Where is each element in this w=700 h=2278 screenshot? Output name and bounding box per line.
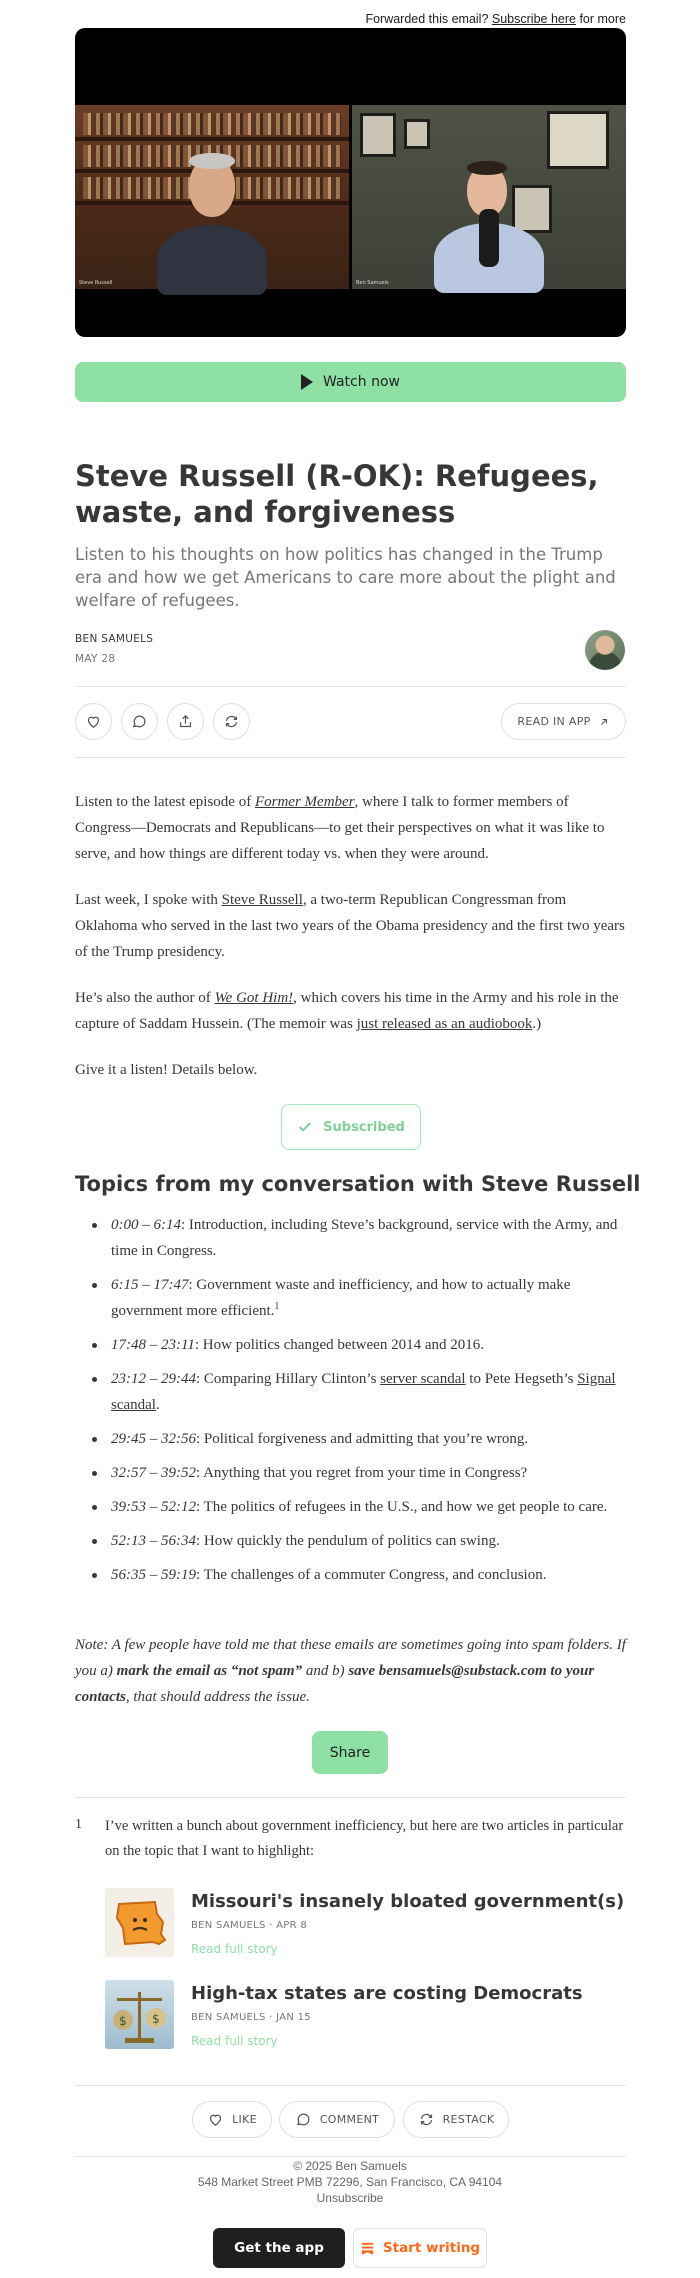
check-icon	[297, 1119, 313, 1135]
divider	[75, 1797, 626, 1798]
list-item: 32:57 – 39:52: Anything that you regret from your time in Congress?	[75, 1460, 627, 1486]
comment-icon	[295, 2111, 312, 2128]
upload-share-icon	[177, 713, 194, 730]
comment-button[interactable]	[121, 703, 158, 740]
signal-scandal-link[interactable]: Signal scandal	[111, 1371, 616, 1413]
missouri-map-icon	[105, 1888, 174, 1957]
restack-icon	[223, 713, 240, 730]
spam-note: Note: A few people have told me that these emails are sometimes going into spam folders. If you a) mark the email as “not spam” and b) save bensamuels@substack.com to your contacts, that should address the issue.	[75, 1637, 626, 1705]
topics-list	[75, 1212, 627, 1596]
forwarded-line: Forwarded this email? Subscribe here for more	[365, 12, 626, 26]
list-item: 56:35 – 59:19: The challenges of a commuter Congress, and conclusion.	[75, 1562, 627, 1588]
read-full-story-link[interactable]: Read full story	[191, 2034, 278, 2048]
divider	[75, 757, 626, 758]
divider	[75, 2085, 626, 2086]
scales-money-icon	[105, 1980, 174, 2049]
footer-address: 548 Market Street PMB 72296, San Francisco, CA 94104	[197, 2175, 503, 2189]
paragraph-guest: Last week, I spoke with Steve Russell, a two-term Republican Congressman from Oklahoma who served in the last two years of the Obama presidency and the first two years of the Trump presidency.	[75, 892, 625, 960]
card-title-missouri[interactable]: Missouri's insanely bloated government(s)	[191, 1891, 625, 1912]
subscribe-link[interactable]: Subscribe here	[491, 12, 576, 26]
audiobook-link[interactable]: just released as an audiobook	[356, 1016, 533, 1032]
footnote-ref[interactable]: 1	[274, 1301, 280, 1312]
list-item: 52:13 – 56:34: How quickly the pendulum of politics can swing.	[75, 1528, 627, 1554]
post-title[interactable]: Steve Russell (R-OK): Refugees, waste, and forgiveness	[75, 459, 599, 529]
paragraph-listen: Give it a listen! Details below.	[75, 1062, 258, 1078]
list-item: 39:53 – 52:12: The politics of refugees in the U.S., and how we get people to care.	[75, 1494, 627, 1520]
like-button[interactable]	[75, 703, 112, 740]
comment-icon	[131, 713, 148, 730]
restack-icon	[418, 2111, 435, 2128]
comment-pill-button[interactable]: COMMENT	[279, 2101, 395, 2138]
book-link[interactable]: We Got Him!	[214, 990, 294, 1006]
list-item: 6:15 – 17:47: Government waste and inefficiency, and how to actually make government more efficient.$^1$	[75, 1272, 627, 1324]
get-the-app-button[interactable]: Get the app	[213, 2228, 345, 2268]
read-full-story-link[interactable]: Read full story	[191, 1942, 278, 1956]
list-item: 23:12 – 29:44: Comparing Hillary Clinton’s server scandal to Pete Hegseth’s Signal scandal.	[75, 1366, 627, 1418]
svg-text:$: $	[152, 2012, 160, 2026]
card-meta: BEN SAMUELS · APR 8	[191, 1920, 308, 1931]
heart-icon	[85, 713, 102, 730]
list-item: 17:48 – 23:11: How politics changed between 2014 and 2016.	[75, 1332, 627, 1358]
list-item: 0:00 – 6:14: Introduction, including Steve’s background, service with the Army, and time in Congress.	[75, 1212, 627, 1264]
arrow-up-right-icon	[598, 716, 610, 728]
restack-pill-button[interactable]: RESTACK	[403, 2101, 509, 2138]
card-image-missouri[interactable]	[105, 1888, 174, 1957]
video-right-host: Ben Samuels	[352, 105, 626, 289]
share-icon-button[interactable]	[167, 703, 204, 740]
paragraph-intro: Listen to the latest episode of Former Member, where I talk to former members of Congress—Democrats and Republicans—to get their perspectives on what it was like to serve, and how things are different today vs. when they were around.	[75, 794, 605, 862]
topics-heading: Topics from my conversation with Steve Russell	[75, 1172, 641, 1196]
unsubscribe-link[interactable]: Unsubscribe	[316, 2191, 384, 2205]
watch-now-button[interactable]: Watch now	[75, 362, 626, 402]
footnote-number[interactable]: 1	[75, 1817, 82, 1832]
divider	[75, 686, 626, 687]
svg-text:$: $	[119, 2014, 127, 2028]
read-in-app-button[interactable]: READ IN APP	[501, 703, 626, 740]
paragraph-book: He’s also the author of We Got Him!, which covers his time in the Army and his role in the capture of Saddam Hussein. (The memoir was just released as an audiobook.)	[75, 990, 619, 1032]
card-meta: BEN SAMUELS · JAN 15	[191, 2012, 311, 2023]
card-title-tax[interactable]: High-tax states are costing Democrats	[191, 1983, 583, 2004]
footnote-text: I’ve written a bunch about government inefficiency, but here are two articles in particular on the topic that I want to highlight:	[105, 1818, 624, 1859]
substack-logo-icon	[360, 2241, 375, 2256]
restack-button[interactable]	[213, 703, 250, 740]
post-subtitle: Listen to his thoughts on how politics has changed in the Trump era and how we get Americans to care more about the plight and welfare of refugees.	[75, 545, 616, 610]
author-avatar[interactable]	[585, 630, 625, 670]
former-member-link[interactable]: Former Member	[254, 794, 355, 810]
steve-russell-link[interactable]: Steve Russell	[221, 892, 303, 908]
post-author[interactable]: BEN SAMUELS	[75, 633, 154, 645]
divider	[75, 2156, 626, 2157]
start-writing-button[interactable]: Start writing	[353, 2228, 487, 2268]
card-image-tax[interactable]	[105, 1980, 174, 2049]
server-scandal-link[interactable]: server scandal	[380, 1371, 466, 1387]
list-item: 29:45 – 32:56: Political forgiveness and admitting that you’re wrong.	[75, 1426, 627, 1452]
heart-icon	[207, 2111, 224, 2128]
play-icon	[301, 374, 313, 390]
video-thumbnail[interactable]	[75, 28, 626, 337]
video-left-guest: Steve Russell	[75, 105, 349, 289]
post-date: MAY 28	[75, 653, 116, 665]
footer-copyright: © 2025 Ben Samuels	[293, 2159, 407, 2173]
share-button[interactable]: Share	[312, 1731, 388, 1774]
subscribed-button[interactable]: Subscribed	[281, 1104, 421, 1150]
like-pill-button[interactable]: LIKE	[192, 2101, 272, 2138]
